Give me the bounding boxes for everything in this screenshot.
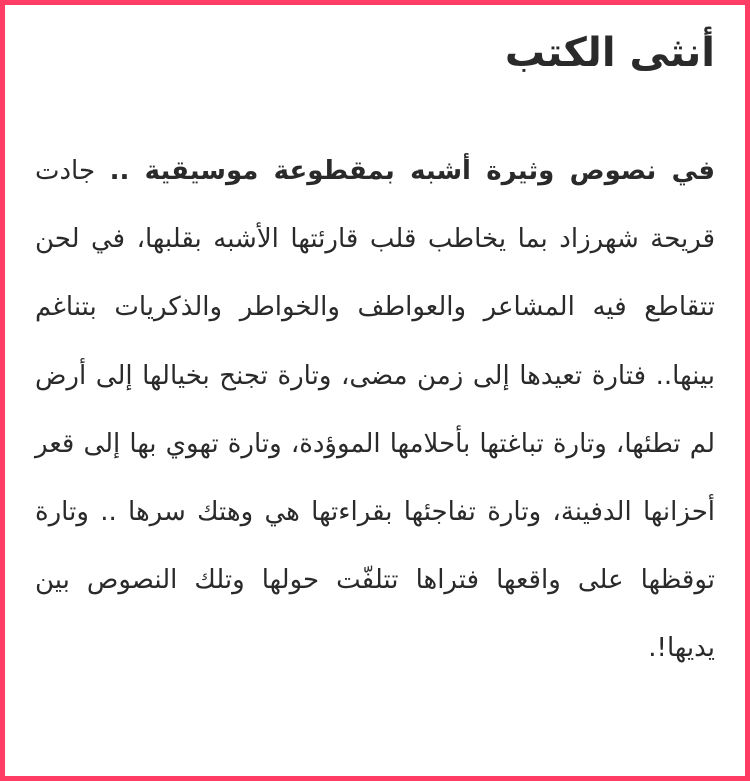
page-title: أنثى الكتب	[504, 30, 715, 76]
article-body	[35, 137, 715, 683]
article-lead: في نصوص وثيرة أشبه بمقطوعة موسيقية ..	[109, 156, 715, 186]
article-text: جادت قريحة شهرزاد بما يخاطب قلب قارئتها الأشبه بقلبها، في لحن تتقاطع فيه المشاعر والعواطف والخواطر والذكريات بتناغم بينها.. فتارة تعيدها إلى زمن مضى، وتارة تجنح بخيالها إلى أرض لم تطئها، وتارة تباغتها بأحلامها الموؤدة، وتارة تهوي بها إلى قعر أحزانها الدفينة، وتارة تفاجئها بقراءتها هي وهتك سرها .. وتارة توقظها على واقعها فتراها تتلفّت حولها وتلك النصوص بين يديها!.	[35, 156, 715, 664]
